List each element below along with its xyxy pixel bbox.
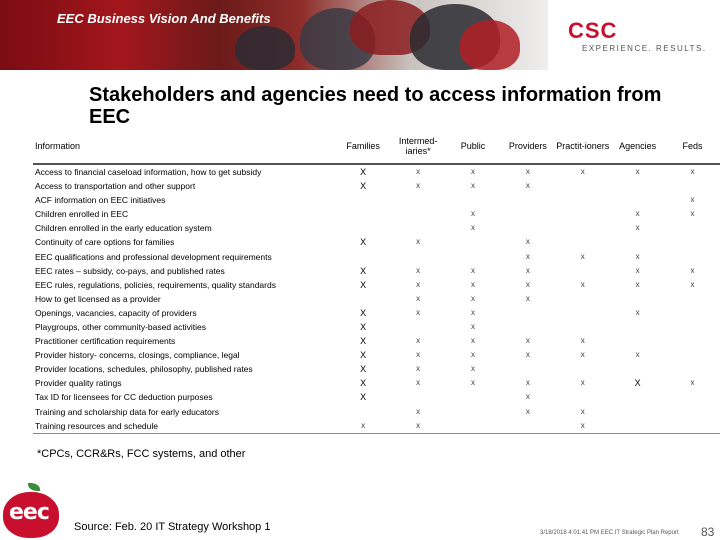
table-cell	[500, 193, 555, 207]
table-cell	[665, 235, 720, 249]
table-cell: x	[416, 181, 421, 191]
row-label: Access to financial caseload information, how to get subsidy	[35, 167, 262, 177]
table-cell	[610, 292, 665, 306]
table-row	[33, 235, 720, 249]
table-cell	[336, 249, 391, 263]
table-cell: x	[416, 279, 421, 289]
table-row	[33, 179, 720, 193]
table-cell: x	[690, 195, 695, 205]
header-banner	[0, 0, 720, 70]
table-row	[33, 278, 720, 292]
table-cell: x	[470, 321, 475, 331]
table-cell: x	[470, 293, 475, 303]
footer-meta: 3/18/2018 4:01:41 PM EEC IT Strategic Plan Report	[540, 530, 679, 536]
table-cell	[665, 362, 720, 376]
header-information: Information	[33, 128, 336, 164]
footnote: *CPCs, CCR&Rs, FCC systems, and other	[37, 448, 246, 460]
table-cell: x	[470, 265, 475, 275]
table-cell: x	[635, 307, 640, 317]
table-cell: x	[690, 279, 695, 289]
table-cell	[665, 249, 720, 263]
table-cell	[555, 221, 610, 235]
row-label: Training and scholarship data for early educators	[35, 406, 219, 417]
table-cell: x	[416, 336, 421, 346]
row-label: Provider locations, schedules, philosophy, published rates	[35, 364, 253, 375]
table-cell: x	[470, 307, 475, 317]
table-cell: x	[525, 251, 530, 261]
table-cell	[555, 390, 610, 404]
table-cell	[391, 221, 446, 235]
table-cell	[665, 179, 720, 193]
table-cell	[665, 306, 720, 320]
table-cell: x	[525, 167, 530, 176]
table-cell	[391, 320, 446, 334]
table-cell: x	[416, 293, 421, 303]
table-cell: x	[525, 350, 530, 360]
table-cell	[446, 235, 501, 249]
table-cell	[665, 419, 720, 434]
table-cell: x	[470, 279, 475, 289]
table-cell	[555, 235, 610, 249]
table-cell: x	[635, 279, 640, 289]
header-families: Families	[336, 128, 391, 164]
header-agencies: Agencies	[610, 128, 665, 164]
table-row	[33, 164, 720, 179]
table-cell	[446, 419, 501, 434]
row-label: How to get licensed as a provider	[35, 293, 161, 304]
table-cell: x	[470, 167, 475, 176]
table-cell	[336, 221, 391, 235]
table-cell	[391, 390, 446, 404]
eec-apple-logo	[0, 480, 70, 540]
table-cell: x	[635, 223, 640, 233]
table-cell	[555, 306, 610, 320]
source-note: Source: Feb. 20 IT Strategy Workshop 1	[74, 521, 271, 533]
table-row	[33, 320, 720, 334]
table-row	[33, 390, 720, 404]
table-row	[33, 193, 720, 207]
table-cell	[665, 292, 720, 306]
table-cell: x	[525, 265, 530, 275]
csc-logo-tagline: EXPERIENCE. RESULTS.	[582, 44, 707, 53]
table-cell	[610, 405, 665, 419]
table-cell	[500, 362, 555, 376]
table-cell: x	[635, 251, 640, 261]
row-label: Children enrolled in the early education system	[35, 223, 212, 234]
row-label: Children enrolled in EEC	[35, 209, 129, 220]
table-cell: x	[635, 265, 640, 275]
csc-logo	[568, 18, 707, 58]
csc-logo-mark: CSC	[568, 18, 618, 43]
table-cell	[665, 390, 720, 404]
slide-title: Stakeholders and agencies need to access information from EEC	[89, 84, 662, 128]
table-cell: x	[416, 364, 421, 374]
table-cell: x	[690, 265, 695, 275]
table-cell	[336, 207, 391, 221]
header-public: Public	[446, 128, 501, 164]
table-cell: x	[525, 279, 530, 289]
table-cell	[610, 320, 665, 334]
table-cell: X	[360, 350, 367, 361]
table-cell	[500, 221, 555, 235]
table-cell: x	[470, 209, 475, 219]
table-cell	[500, 419, 555, 434]
table-cell: x	[416, 406, 421, 416]
table-cell: x	[580, 279, 585, 289]
table-cell	[555, 207, 610, 221]
table-cell: x	[391, 419, 446, 434]
row-label: Tax ID for licensees for CC deduction purposes	[35, 392, 213, 403]
table-cell	[610, 179, 665, 193]
table-row	[33, 405, 720, 419]
table-cell: x	[635, 167, 640, 176]
table-cell: x	[470, 181, 475, 191]
header-intermediaries: Intermed-iaries*	[391, 128, 446, 164]
table-cell	[500, 306, 555, 320]
table-cell: x	[555, 419, 610, 434]
table-cell: x	[416, 167, 421, 176]
table-cell: x	[580, 336, 585, 346]
row-label: Training resources and schedule	[33, 419, 336, 434]
table-cell	[500, 320, 555, 334]
table-cell: X	[360, 392, 367, 403]
table-cell: x	[470, 364, 475, 374]
table-cell	[391, 193, 446, 207]
table-cell: x	[525, 378, 530, 388]
row-label: EEC qualifications and professional development requirements	[35, 251, 272, 262]
table-cell: x	[690, 209, 695, 219]
table-cell: x	[580, 378, 585, 388]
cyclist-shape	[460, 20, 520, 70]
table-cell: x	[635, 209, 640, 219]
table-cell	[391, 207, 446, 221]
table-cell: X	[360, 321, 367, 332]
table-cell: x	[525, 237, 530, 247]
table-cell	[610, 334, 665, 348]
table-row	[33, 249, 720, 263]
table-cell: x	[690, 378, 695, 388]
table-cell: x	[580, 251, 585, 261]
table-cell: x	[580, 167, 585, 176]
row-label: Practitioner certification requirements	[35, 336, 176, 347]
eec-logo-text: eec	[9, 500, 49, 525]
table-cell: X	[634, 378, 641, 389]
table-row	[33, 348, 720, 362]
table-cell: x	[416, 350, 421, 360]
table-row	[33, 207, 720, 221]
table-cell	[665, 334, 720, 348]
table-row	[33, 419, 720, 434]
row-label: EEC rates – subsidy, co-pays, and published rates	[35, 265, 225, 276]
header-feds: Feds	[665, 128, 720, 164]
table-cell	[665, 221, 720, 235]
row-label: Provider quality ratings	[35, 378, 122, 389]
table-cell: X	[360, 181, 367, 192]
row-label: Openings, vacancies, capacity of providers	[35, 307, 197, 318]
table-cell: x	[580, 350, 585, 360]
table-row	[33, 264, 720, 278]
table-cell	[610, 193, 665, 207]
header-providers: Providers	[500, 128, 555, 164]
table-cell	[446, 249, 501, 263]
row-label: Playgroups, other community-based activities	[35, 321, 207, 332]
table-row	[33, 292, 720, 306]
table-cell	[555, 292, 610, 306]
table-cell	[555, 193, 610, 207]
table-cell	[446, 390, 501, 404]
table-cell	[391, 249, 446, 263]
table-cell: x	[690, 167, 695, 176]
table-cell: x	[635, 350, 640, 360]
table-cell: x	[525, 336, 530, 346]
table-cell	[555, 362, 610, 376]
table-cell	[336, 405, 391, 419]
page-number: 83	[701, 525, 715, 539]
table-cell	[610, 235, 665, 249]
apple-leaf-icon	[28, 483, 40, 491]
table-cell: x	[525, 392, 530, 402]
table-cell: x	[416, 307, 421, 317]
table-cell: X	[360, 307, 367, 318]
table-cell	[336, 292, 391, 306]
table-cell: X	[360, 279, 367, 290]
table-cell: x	[525, 406, 530, 416]
row-label: Access to transportation and other support	[35, 181, 196, 192]
table-cell	[665, 405, 720, 419]
table-cell	[336, 193, 391, 207]
table-cell: x	[416, 237, 421, 247]
banner-title: EEC Business Vision And Benefits	[57, 11, 271, 26]
table-cell	[555, 179, 610, 193]
table-cell: x	[470, 350, 475, 360]
row-label: ACF information on EEC initiatives	[35, 195, 166, 206]
row-label: Provider history- concerns, closings, compliance, legal	[35, 350, 240, 361]
table-cell: x	[336, 419, 391, 434]
table-cell: x	[470, 378, 475, 388]
table-cell: X	[360, 167, 367, 177]
table-cell: X	[360, 237, 367, 248]
table-cell: x	[580, 406, 585, 416]
table-cell	[500, 207, 555, 221]
table-cell: x	[525, 293, 530, 303]
table-row	[33, 306, 720, 320]
table-header-row	[33, 128, 720, 164]
table-cell: X	[360, 378, 367, 389]
table-row	[33, 362, 720, 376]
table-row	[33, 334, 720, 348]
row-label: EEC rules, regulations, policies, requirements, quality standards	[35, 279, 276, 290]
table-cell	[665, 348, 720, 362]
table-cell	[610, 390, 665, 404]
header-practitioners: Practit-ioners	[555, 128, 610, 164]
table-row	[33, 376, 720, 390]
cyclist-shape	[235, 26, 295, 70]
table-cell: x	[416, 265, 421, 275]
table-cell	[446, 405, 501, 419]
table-cell	[446, 193, 501, 207]
table-cell	[555, 264, 610, 278]
table-cell: x	[416, 378, 421, 388]
stakeholder-matrix-table	[33, 128, 720, 434]
table-cell: X	[360, 364, 367, 375]
table-cell	[555, 320, 610, 334]
table-cell: x	[470, 336, 475, 346]
row-label: Continuity of care options for families	[35, 237, 175, 248]
table-cell: X	[360, 336, 367, 347]
table-cell	[610, 419, 665, 434]
table-cell: x	[525, 181, 530, 191]
table-cell	[610, 362, 665, 376]
table-row	[33, 221, 720, 235]
table-cell: x	[470, 223, 475, 233]
table-cell: X	[360, 265, 367, 276]
table-cell	[665, 320, 720, 334]
